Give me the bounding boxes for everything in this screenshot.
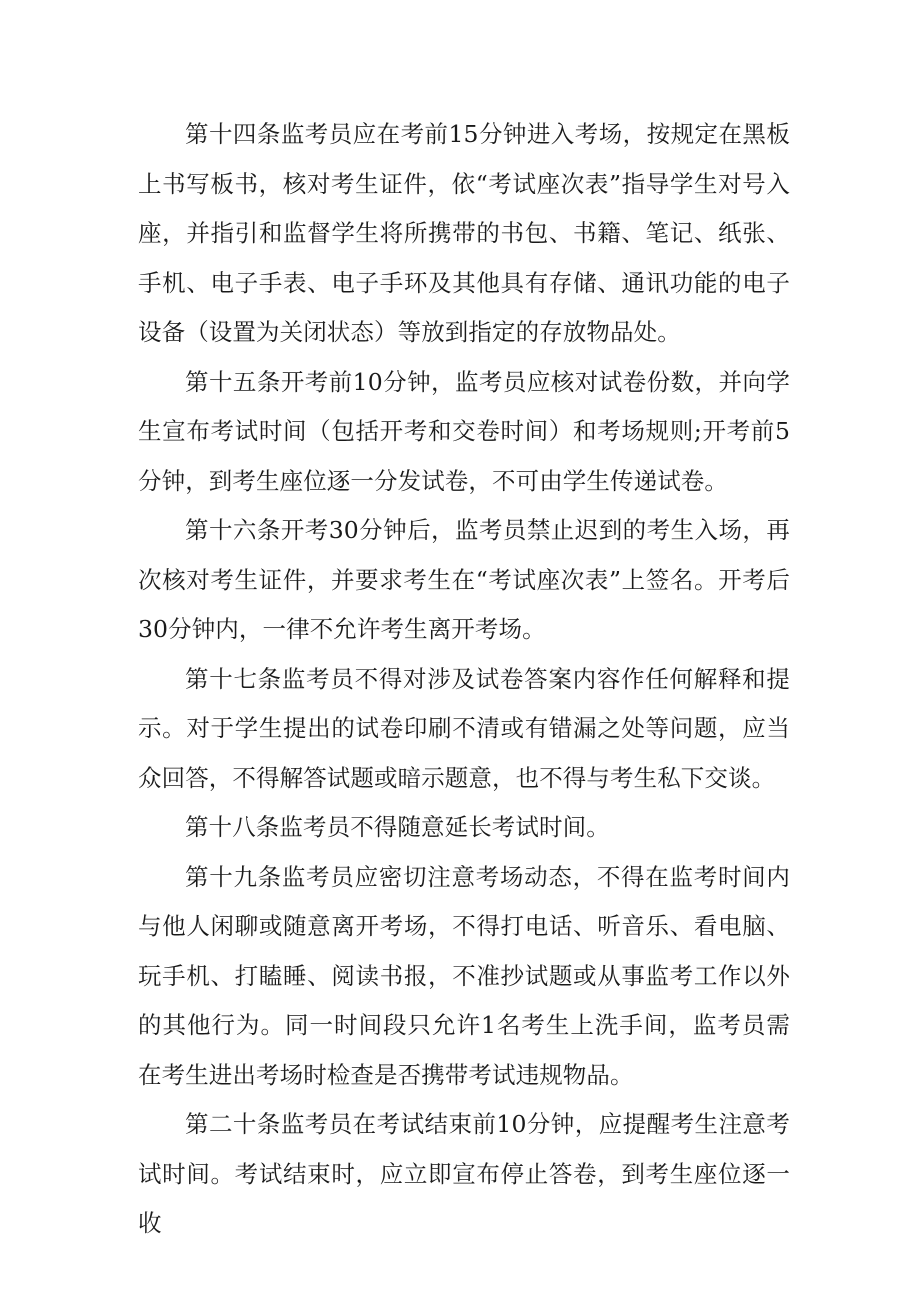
- article-14-paragraph: 第十四条监考员应在考前15分钟进入考场，按规定在黑板上书写板书，核对考生证件，依“考试座次表”指导学生对号入座，并指引和监督学生将所携带的书包、书籍、笔记、纸张、手机、电子手表、电子手环及其他具有存储、通讯功能的电子设备（设置为关闭状态）等放到指定的存放物品处。: [138, 120, 790, 346]
- article-15-paragraph: 第十五条开考前10分钟，监考员应核对试卷份数，并向学生宣布考试时间（包括开考和交卷时间）和考场规则;开考前5分钟，到考生座位逐一分发试卷，不可由学生传递试卷。: [138, 367, 790, 495]
- article-17-paragraph: 第十七条监考员不得对涉及试卷答案内容作任何解释和提示。对于学生提出的试卷印刷不清或有错漏之处等问题，应当众回答，不得解答试题或暗示题意，也不得与考生私下交谈。: [138, 664, 790, 792]
- article-19-paragraph: 第十九条监考员应密切注意考场动态，不得在监考时间内与他人闲聊或随意离开考场，不得打电话、听音乐、看电脑、玩手机、打瞌睡、阅读书报，不准抄试题或从事监考工作以外的其他行为。同一时间段只允许1名考生上洗手间，监考员需在考生进出考场时检查是否携带考试违规物品。: [138, 862, 790, 1089]
- article-20-paragraph: 第二十条监考员在考试结束前10分钟，应提醒考生注意考试时间。考试结束时，应立即宣布停止答卷，到考生座位逐一收: [138, 1110, 790, 1237]
- article-18-paragraph: 第十八条监考员不得随意延长考试时间。: [185, 813, 610, 841]
- article-16-paragraph: 第十六条开考30分钟后，监考员禁止迟到的考生入场，再次核对考生证件，并要求考生在“考试座次表”上签名。开考后30分钟内，一律不允许考生离开考场。: [138, 516, 790, 643]
- document-body: [138, 110, 790, 1249]
